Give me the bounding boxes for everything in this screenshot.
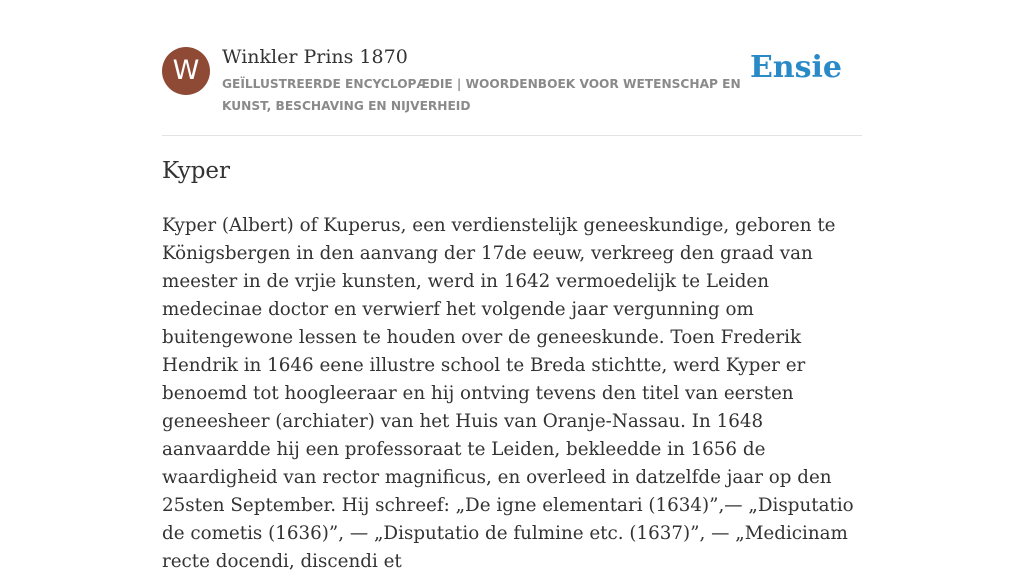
page-container: [162, 0, 862, 572]
book-avatar[interactable]: W: [162, 47, 210, 95]
entry-body: Kyper (Albert) of Kuperus, een verdienstelijk geneeskundige, geboren te Königsbergen in den aanvang der 17de eeuw, verkreeg den graad van meester in de vrjie kunsten, werd in 1642 vermoedelijk te Leiden medecinae doctor en verwierf het volgende jaar vergunning om buitengewone lessen te houden over de geneeskunde. Toen Frederik Hendrik in 1646 eene illustre school te Breda stichtte, werd Kyper er benoemd tot hoogleeraar en hij ontving tevens den titel van eersten geneesheer (archiater) van het Huis van Oranje-Nassau. In 1648 aanvaardde hij een professoraat te Leiden, bekleedde in 1656 de waardigheid van rector magnificus, en overleed in datzelfde jaar op den 25sten September. Hij schreef: „De igne elementari (1634)”,— „Disputatio de cometis (1636)”, — „Disputatio de fulmine etc. (1637)”, — „Medicinam recte docendi, discendi et: [162, 215, 854, 572]
book-subtitle: GEÏLLUSTREERDE ENCYCLOPÆDIE | WOORDENBOEK VOOR WETENSCHAP EN KUNST, BESCHAVING EN NIJVERHEID: [222, 77, 741, 113]
entry-title: Kyper: [162, 158, 231, 184]
book-title-link[interactable]: Winkler Prins 1870: [222, 46, 408, 68]
ensie-logo-link[interactable]: Ensie: [749, 50, 842, 85]
page-header: [162, 0, 862, 136]
